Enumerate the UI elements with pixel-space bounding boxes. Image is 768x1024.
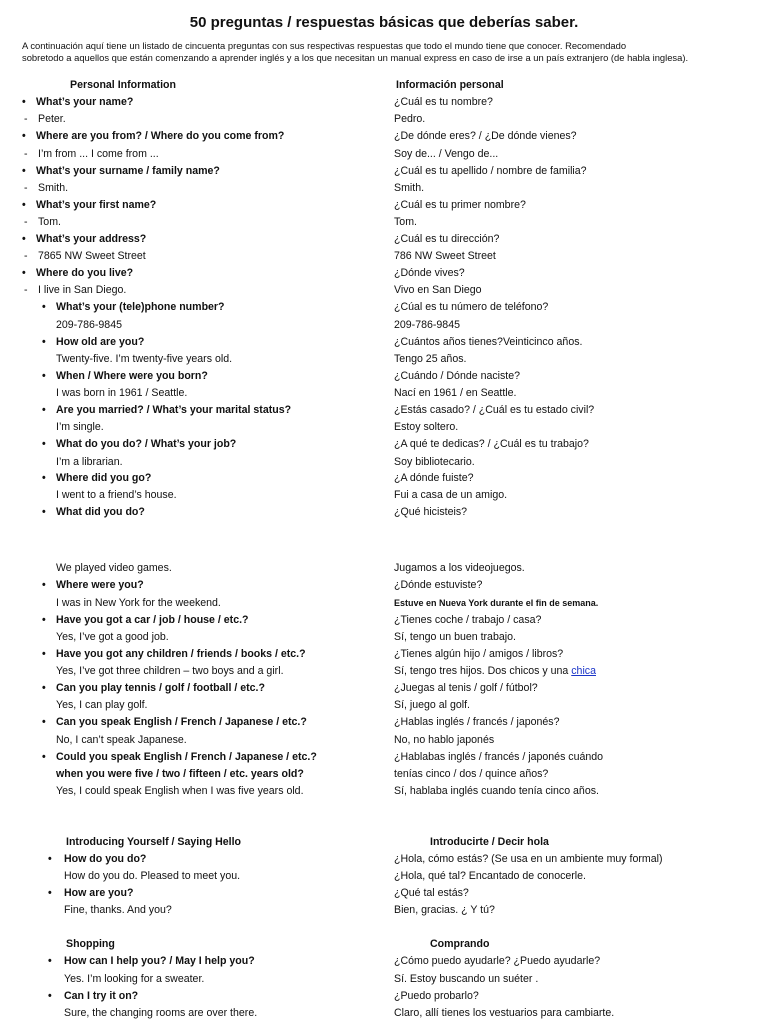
question-es: ¿Cuándo / Dónde naciste? [394, 370, 521, 382]
question-row [0, 368, 768, 385]
answer-es: Soy de... / Vengo de... [394, 148, 499, 160]
answer-row [0, 732, 768, 749]
answer-en: Yes, I could speak English when I was five years old. [56, 785, 304, 797]
answer-en: I was born in 1961 / Seattle. [56, 387, 188, 399]
question-es: ¿A qué te dedicas? / ¿Cuál es tu trabajo? [394, 438, 589, 450]
question-es: ¿Juegas al tenis / golf / fútbol? [394, 682, 538, 694]
question-row [0, 646, 768, 663]
answer-es: Tengo 25 años. [394, 353, 467, 365]
answer-row [0, 214, 768, 231]
question-row [0, 436, 768, 453]
question-es: ¿Qué tal estás? [394, 887, 469, 899]
question-es: ¿Tienes algún hijo / amigos / libros? [394, 648, 564, 660]
answer-row [0, 111, 768, 128]
answer-en: Twenty-five. I’m twenty-five years old. [56, 353, 233, 365]
answer-row [0, 697, 768, 714]
answer-row [0, 454, 768, 471]
question-es: ¿Cuántos años tienes?Veinticinco años. [394, 336, 583, 348]
question-en: • How are you? [48, 885, 133, 902]
answer-row [0, 385, 768, 402]
answer-en: - Peter. [24, 111, 66, 128]
answer-es-text: Sí, tengo tres hijos. Dos chicos y una [394, 665, 572, 677]
question-es: ¿Cuál es tu apellido / nombre de familia? [394, 165, 587, 177]
question-es: ¿De dónde eres? / ¿De dónde vienes? [394, 130, 577, 142]
question-en: • What did you do? [42, 504, 145, 521]
answer-en: Yes, I’ve got a good job. [56, 631, 169, 643]
intro-paragraph: A continuación aquí tiene un listado de cincuenta preguntas con sus respectivas respuestas que todo el mundo tiene que conocer. Recomendado sobretodo a aquellos que están comenzando a aprender inglés y a los que necesitan un manual express en caso de irse a un país extranjero (de habla inglesa). [22, 40, 689, 63]
answer-es: No, no hablo japonés [394, 734, 495, 746]
question-es: ¿A dónde fuiste? [394, 472, 474, 484]
question-es: ¿Tienes coche / trabajo / casa? [394, 614, 542, 626]
header-es: Comprando [430, 938, 490, 950]
section-header [0, 834, 768, 851]
question-row [0, 749, 768, 766]
answer-en: - Tom. [24, 214, 61, 231]
answer-es: Estuve en Nueva York durante el fin de semana. [394, 598, 599, 608]
question-row [0, 299, 768, 316]
answer-en: Yes, I’ve got three children – two boys and a girl. [56, 665, 284, 677]
answer-en: 209-786-9845 [56, 319, 122, 331]
question-en: • What do you do? / What’s your job? [42, 436, 236, 453]
answer-es [394, 663, 596, 680]
answer-es: Sí. Estoy buscando un suéter . [394, 973, 539, 985]
question-en: • Where were you? [42, 577, 144, 594]
answer-row [0, 282, 768, 299]
answer-es: Pedro. [394, 113, 426, 125]
answer-row [0, 1005, 768, 1022]
question-row [0, 504, 768, 521]
question-es: ¿Hablabas inglés / francés / japonés cuándo [394, 751, 604, 763]
question-en: • Can you play tennis / golf / football / etc.? [42, 680, 265, 697]
answer-es: Sí, juego al golf. [394, 699, 470, 711]
question-row [0, 851, 768, 868]
question-row [0, 885, 768, 902]
answer-row [0, 419, 768, 436]
answer-row [0, 487, 768, 504]
answer-en: I went to a friend’s house. [56, 489, 177, 501]
question-es: ¿Puedo probarlo? [394, 990, 479, 1002]
answer-row [0, 629, 768, 646]
question-en: • Have you got a car / job / house / etc.? [42, 612, 249, 629]
answer-en: Yes, I can play golf. [56, 699, 148, 711]
answer-es: 209-786-9845 [394, 319, 460, 331]
question-es: ¿Cúal es tu número de teléfono? [394, 301, 549, 313]
answer-en: I’m a librarian. [56, 456, 123, 468]
question-en: • When / Where were you born? [42, 368, 208, 385]
question-row [0, 334, 768, 351]
answer-row [0, 351, 768, 368]
answer-es: Bien, gracias. ¿ Y tú? [394, 904, 495, 916]
question-row [0, 94, 768, 111]
question-en: • What’s your first name? [22, 197, 156, 214]
question-en: • Are you married? / What’s your marital status? [42, 402, 291, 419]
answer-es: Sí, tengo un buen trabajo. [394, 631, 516, 643]
question-en: • Can I try it on? [48, 988, 138, 1005]
chica-link[interactable]: chica [571, 665, 596, 677]
question-en: • What’s your address? [22, 231, 146, 248]
answer-row [0, 663, 768, 680]
header-en: Personal Information [70, 79, 176, 91]
answer-en: - Smith. [24, 180, 68, 197]
answer-es: Claro, allí tienes los vestuarios para cambiarte. [394, 1007, 615, 1019]
question-row [0, 612, 768, 629]
answer-es: Nací en 1961 / en Seattle. [394, 387, 517, 399]
question-row [0, 265, 768, 282]
question-en: • What’s your surname / family name? [22, 163, 220, 180]
question-row [0, 231, 768, 248]
answer-es: Estoy soltero. [394, 421, 459, 433]
question-es: ¿Qué hicisteis? [394, 506, 468, 518]
question-es: ¿Hola, cómo estás? (Se usa en un ambiente muy formal) [394, 853, 663, 865]
question-es: ¿Cómo puedo ayudarle? ¿Puedo ayudarle? [394, 955, 601, 967]
question-row [0, 470, 768, 487]
answer-row [0, 868, 768, 885]
answer-row [0, 783, 768, 800]
header-es: Información personal [396, 79, 504, 91]
question-en: • Where do you live? [22, 265, 133, 282]
question-row [0, 680, 768, 697]
answer-es: ¿Hola, qué tal? Encantado de conocerle. [394, 870, 586, 882]
question-es: ¿Dónde vives? [394, 267, 465, 279]
question-en: • Have you got any children / friends / books / etc.? [42, 646, 306, 663]
answer-es: Jugamos a los videojuegos. [394, 562, 525, 574]
answer-row [0, 595, 768, 612]
answer-row [0, 971, 768, 988]
question-en: • How can I help you? / May I help you? [48, 953, 255, 970]
answer-es: Tom. [394, 216, 417, 228]
section-header [0, 936, 768, 953]
question-es: ¿Cuál es tu dirección? [394, 233, 500, 245]
answer-es: Sí, hablaba inglés cuando tenía cinco años. [394, 785, 599, 797]
question-row [0, 163, 768, 180]
question-row [0, 714, 768, 731]
question-en: • Can you speak English / French / Japanese / etc.? [42, 714, 307, 731]
answer-es: Soy bibliotecario. [394, 456, 475, 468]
answer-row [0, 902, 768, 919]
answer-es: Vivo en San Diego [394, 284, 482, 296]
question-en: • How old are you? [42, 334, 144, 351]
question-en: • How do you do? [48, 851, 146, 868]
answer-en: How do you do. Pleased to meet you. [64, 870, 241, 882]
page-title: 50 preguntas / respuestas básicas que deberías saber. [189, 14, 579, 31]
answer-es: 786 NW Sweet Street [394, 250, 496, 262]
question-es: tenías cinco / dos / quince años? [394, 768, 549, 780]
answer-en: Fine, thanks. And you? [64, 904, 172, 916]
question-en: when you were five / two / fifteen / etc. years old? [56, 768, 304, 780]
question-es: ¿Dónde estuviste? [394, 579, 483, 591]
answer-row [0, 317, 768, 334]
question-en: • Where are you from? / Where do you come from? [22, 128, 284, 145]
answer-row [0, 560, 768, 577]
question-es: ¿Estás casado? / ¿Cuál es tu estado civil? [394, 404, 595, 416]
answer-row [0, 248, 768, 265]
question-row [0, 988, 768, 1005]
answer-en: No, I can’t speak Japanese. [56, 734, 187, 746]
answer-en: - 7865 NW Sweet Street [24, 248, 146, 265]
header-es: Introducirte / Decir hola [430, 836, 549, 848]
question-row [0, 197, 768, 214]
answer-en: I’m single. [56, 421, 104, 433]
question-row [0, 128, 768, 145]
question-row [0, 953, 768, 970]
answer-en: Yes. I’m looking for a sweater. [64, 973, 205, 985]
answer-row [0, 180, 768, 197]
question-es: ¿Cuál es tu primer nombre? [394, 199, 526, 211]
question-en: • Could you speak English / French / Japanese / etc.? [42, 749, 317, 766]
question-en: • What’s your (tele)phone number? [42, 299, 225, 316]
answer-en: - I’m from ... I come from ... [24, 146, 159, 163]
question-es: ¿Hablas inglés / francés / japonés? [394, 716, 560, 728]
question-row [0, 577, 768, 594]
question-es: ¿Cuál es tu nombre? [394, 96, 493, 108]
answer-row [0, 146, 768, 163]
question-en: • What’s your name? [22, 94, 133, 111]
answer-es: Smith. [394, 182, 425, 194]
answer-en: We played video games. [56, 562, 172, 574]
question-en: • Where did you go? [42, 470, 151, 487]
answer-en: - I live in San Diego. [24, 282, 126, 299]
section-header [0, 77, 768, 94]
question-row [0, 402, 768, 419]
header-en: Introducing Yourself / Saying Hello [66, 836, 242, 848]
answer-es: Fui a casa de un amigo. [394, 489, 508, 501]
header-en: Shopping [66, 938, 115, 950]
question-row-continued [0, 766, 768, 783]
answer-en: I was in New York for the weekend. [56, 597, 221, 609]
answer-en: Sure, the changing rooms are over there. [64, 1007, 258, 1019]
